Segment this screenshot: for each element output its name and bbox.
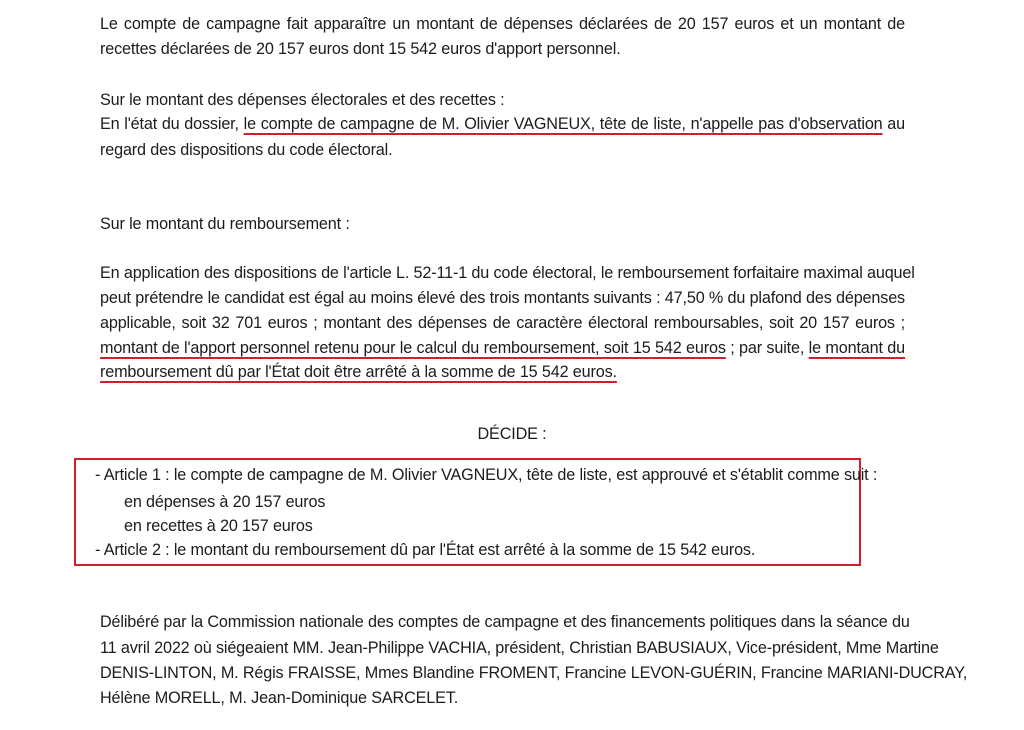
para1-line2: recettes déclarées de 20 157 euros dont 15 542 euros d'apport personnel. xyxy=(100,40,621,58)
underlined-remboursement: remboursement dû par l'État doit être arrêté à la somme de 15 542 euros. xyxy=(100,363,617,381)
para2-line1 xyxy=(100,114,905,134)
reimbursement-heading: Sur le montant du remboursement : xyxy=(100,215,350,233)
article-1: - Article 1 : le compte de campagne de M. Olivier VAGNEUX, tête de liste, est approuvé et s'établit comme suit : xyxy=(95,466,878,484)
article-2: - Article 2 : le montant du remboursement dû par l'État est arrêté à la somme de 15 542 euros. xyxy=(95,541,756,559)
para4-line5 xyxy=(100,362,905,382)
para4-line4-mid: ; par suite, xyxy=(725,339,809,357)
para4-line3: applicable, soit 32 701 euros ; montant des dépenses de caractère électoral remboursables, soit 20 157 euros ; xyxy=(100,314,905,332)
para4-line1: En application des dispositions de l'article L. 52-11-1 du code électoral, le remboursement forfaitaire maximal auquel xyxy=(100,264,915,282)
underlined-montant: le montant du xyxy=(808,339,905,357)
closing-line3: DENIS-LINTON, M. Régis FRAISSE, Mmes Blandine FROMENT, Francine LEVON-GUÉRIN, Francine MARIANI-DUCRAY, xyxy=(100,664,968,682)
closing-line2: 11 avril 2022 où siégeaient MM. Jean-Philippe VACHIA, président, Christian BABUSIAUX, Vice-président, Mme Martine xyxy=(100,639,939,657)
para1-line1: Le compte de campagne fait apparaître un montant de dépenses déclarées de 20 157 euros et un montant de xyxy=(100,15,905,33)
decide-heading: DÉCIDE : xyxy=(477,425,547,443)
para2-line1-prefix: En l'état du dossier, xyxy=(100,115,244,133)
closing-line4: Hélène MORELL, M. Jean-Dominique SARCELET. xyxy=(100,689,459,707)
underlined-apport: montant de l'apport personnel retenu pour le calcul du remboursement, soit 15 542 euros xyxy=(100,339,726,357)
para2-line2: regard des dispositions du code électoral. xyxy=(100,141,393,159)
para2-line1-suffix: au xyxy=(882,115,906,133)
closing-line1: Délibéré par la Commission nationale des comptes de campagne et des financements politiques dans la séance du xyxy=(100,613,910,631)
para4-line2: peut prétendre le candidat est égal au moins élevé des trois montants suivants : 47,50 % du plafond des dépenses xyxy=(100,289,905,307)
article-1-depenses: en dépenses à 20 157 euros xyxy=(124,493,326,511)
underlined-observation: le compte de campagne de M. Olivier VAGNEUX, tête de liste, n'appelle pas d'observation xyxy=(243,115,883,133)
expenses-heading: Sur le montant des dépenses électorales et des recettes : xyxy=(100,91,505,109)
para4-line4 xyxy=(100,338,905,358)
article-1-recettes: en recettes à 20 157 euros xyxy=(124,517,313,535)
